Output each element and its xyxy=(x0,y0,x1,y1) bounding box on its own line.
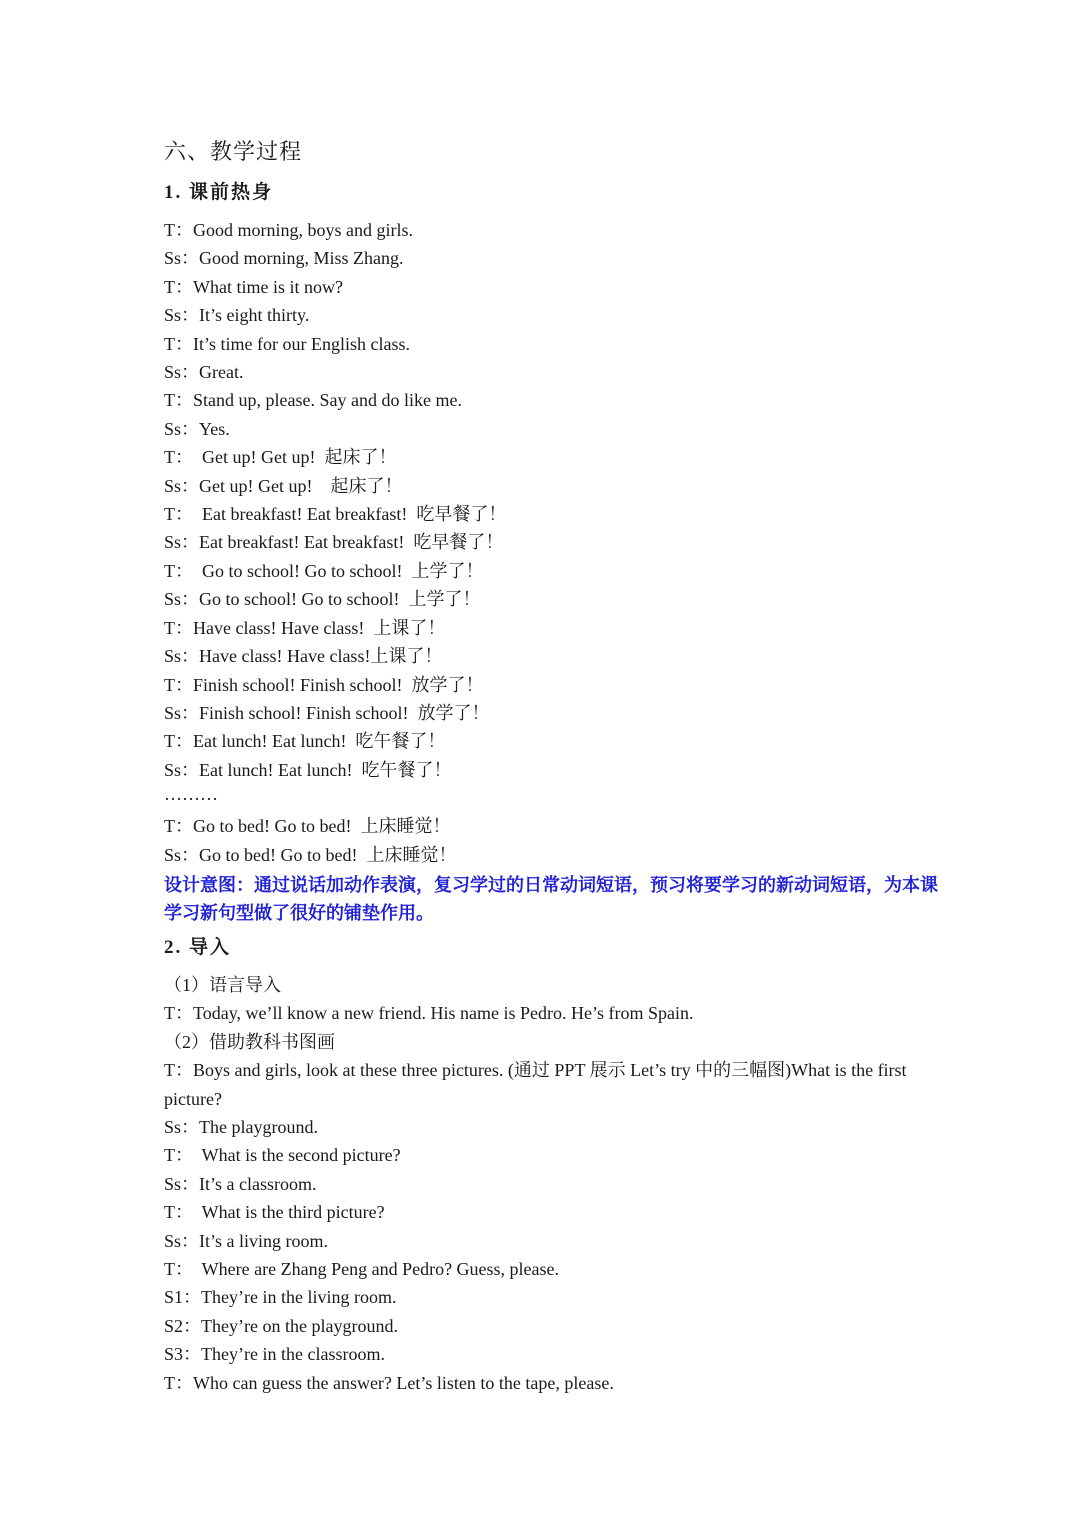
part1-heading: 1. 课前热身 xyxy=(164,182,274,203)
dialogue-line: T： Where are Zhang Peng and Pedro? Guess, please. xyxy=(164,1259,560,1279)
dialogue-line: T：What time is it now? xyxy=(164,276,343,297)
sub-label: （1）语言导入 xyxy=(164,974,281,995)
dialogue-paragraph: T：Boys and girls, look at these three pictures. (通过 PPT 展示 Let’s try 中的三幅图)What is the first picture? xyxy=(164,1060,907,1109)
dialogue-line: Ss：It’s eight thirty. xyxy=(164,305,310,326)
warmup-dialogue xyxy=(164,216,944,869)
dialogue-line: T： What is the second picture? xyxy=(164,1145,401,1166)
lesson-plan-page xyxy=(164,138,944,1397)
dialogue-line: Ss：Have class! Have class!上课了！ xyxy=(164,646,443,667)
dialogue-line: Ss：Get up! Get up! 起床了！ xyxy=(164,475,403,496)
intro-section xyxy=(164,971,944,1397)
dialogue-line: Ss：Go to bed! Go to bed! 上床睡觉！ xyxy=(164,844,457,865)
dialogue-line: Ss：Finish school! Finish school! 放学了！ xyxy=(164,702,490,723)
dialogue-line: T：Who can guess the answer? Let’s listen to the tape, please. xyxy=(164,1372,614,1393)
dialogue-line: Ss：Go to school! Go to school! 上学了！ xyxy=(164,589,481,610)
dialogue-line: T：Finish school! Finish school! 放学了！ xyxy=(164,674,484,695)
section-title: 六、教学过程 xyxy=(164,139,303,164)
dialogue-line: T：Today, we’ll know a new friend. His name is Pedro. He’s from Spain. xyxy=(164,1003,694,1024)
part2-heading: 2. 导入 xyxy=(164,936,232,958)
dialogue-line: T： Eat breakfast! Eat breakfast! 吃早餐了！ xyxy=(164,504,507,525)
dialogue-line: Ss：The playground. xyxy=(164,1116,318,1137)
dialogue-line: T： Get up! Get up! 起床了！ xyxy=(164,447,397,468)
dialogue-line: S3：They’re in the classroom. xyxy=(164,1344,385,1365)
ellipsis: ……… xyxy=(164,784,218,805)
dialogue-line: Ss：It’s a living room. xyxy=(164,1230,329,1251)
dialogue-line: S1：They’re in the living room. xyxy=(164,1287,397,1308)
dialogue-line: T：Eat lunch! Eat lunch! 吃午餐了！ xyxy=(164,731,446,752)
dialogue-line: Ss：Eat breakfast! Eat breakfast! 吃早餐了！ xyxy=(164,532,504,553)
dialogue-line: Ss：It’s a classroom. xyxy=(164,1173,317,1194)
dialogue-line: T： What is the third picture? xyxy=(164,1202,385,1223)
dialogue-line: T：Go to bed! Go to bed! 上床睡觉！ xyxy=(164,816,451,837)
dialogue-line: S2：They’re on the playground. xyxy=(164,1315,398,1336)
dialogue-line: T：It’s time for our English class. xyxy=(164,333,410,354)
dialogue-line: Ss：Good morning, Miss Zhang. xyxy=(164,248,404,269)
dialogue-line: T：Stand up, please. Say and do like me. xyxy=(164,390,462,411)
dialogue-line: T： Go to school! Go to school! 上学了！ xyxy=(164,560,484,581)
dialogue-line: T：Have class! Have class! 上课了！ xyxy=(164,617,446,638)
sub-label: （2）借助教科书图画 xyxy=(164,1031,335,1052)
design-intent-note: 设计意图：通过说话加动作表演，复习学过的日常动词短语，预习将要学习的新动词短语，为本课学习新句型做了很好的铺垫作用。 xyxy=(164,874,938,923)
dialogue-line: Ss：Eat lunch! Eat lunch! 吃午餐了！ xyxy=(164,759,452,780)
dialogue-line: Ss：Great. xyxy=(164,362,244,383)
dialogue-line: Ss：Yes. xyxy=(164,418,230,439)
dialogue-line: T：Good morning, boys and girls. xyxy=(164,220,413,240)
